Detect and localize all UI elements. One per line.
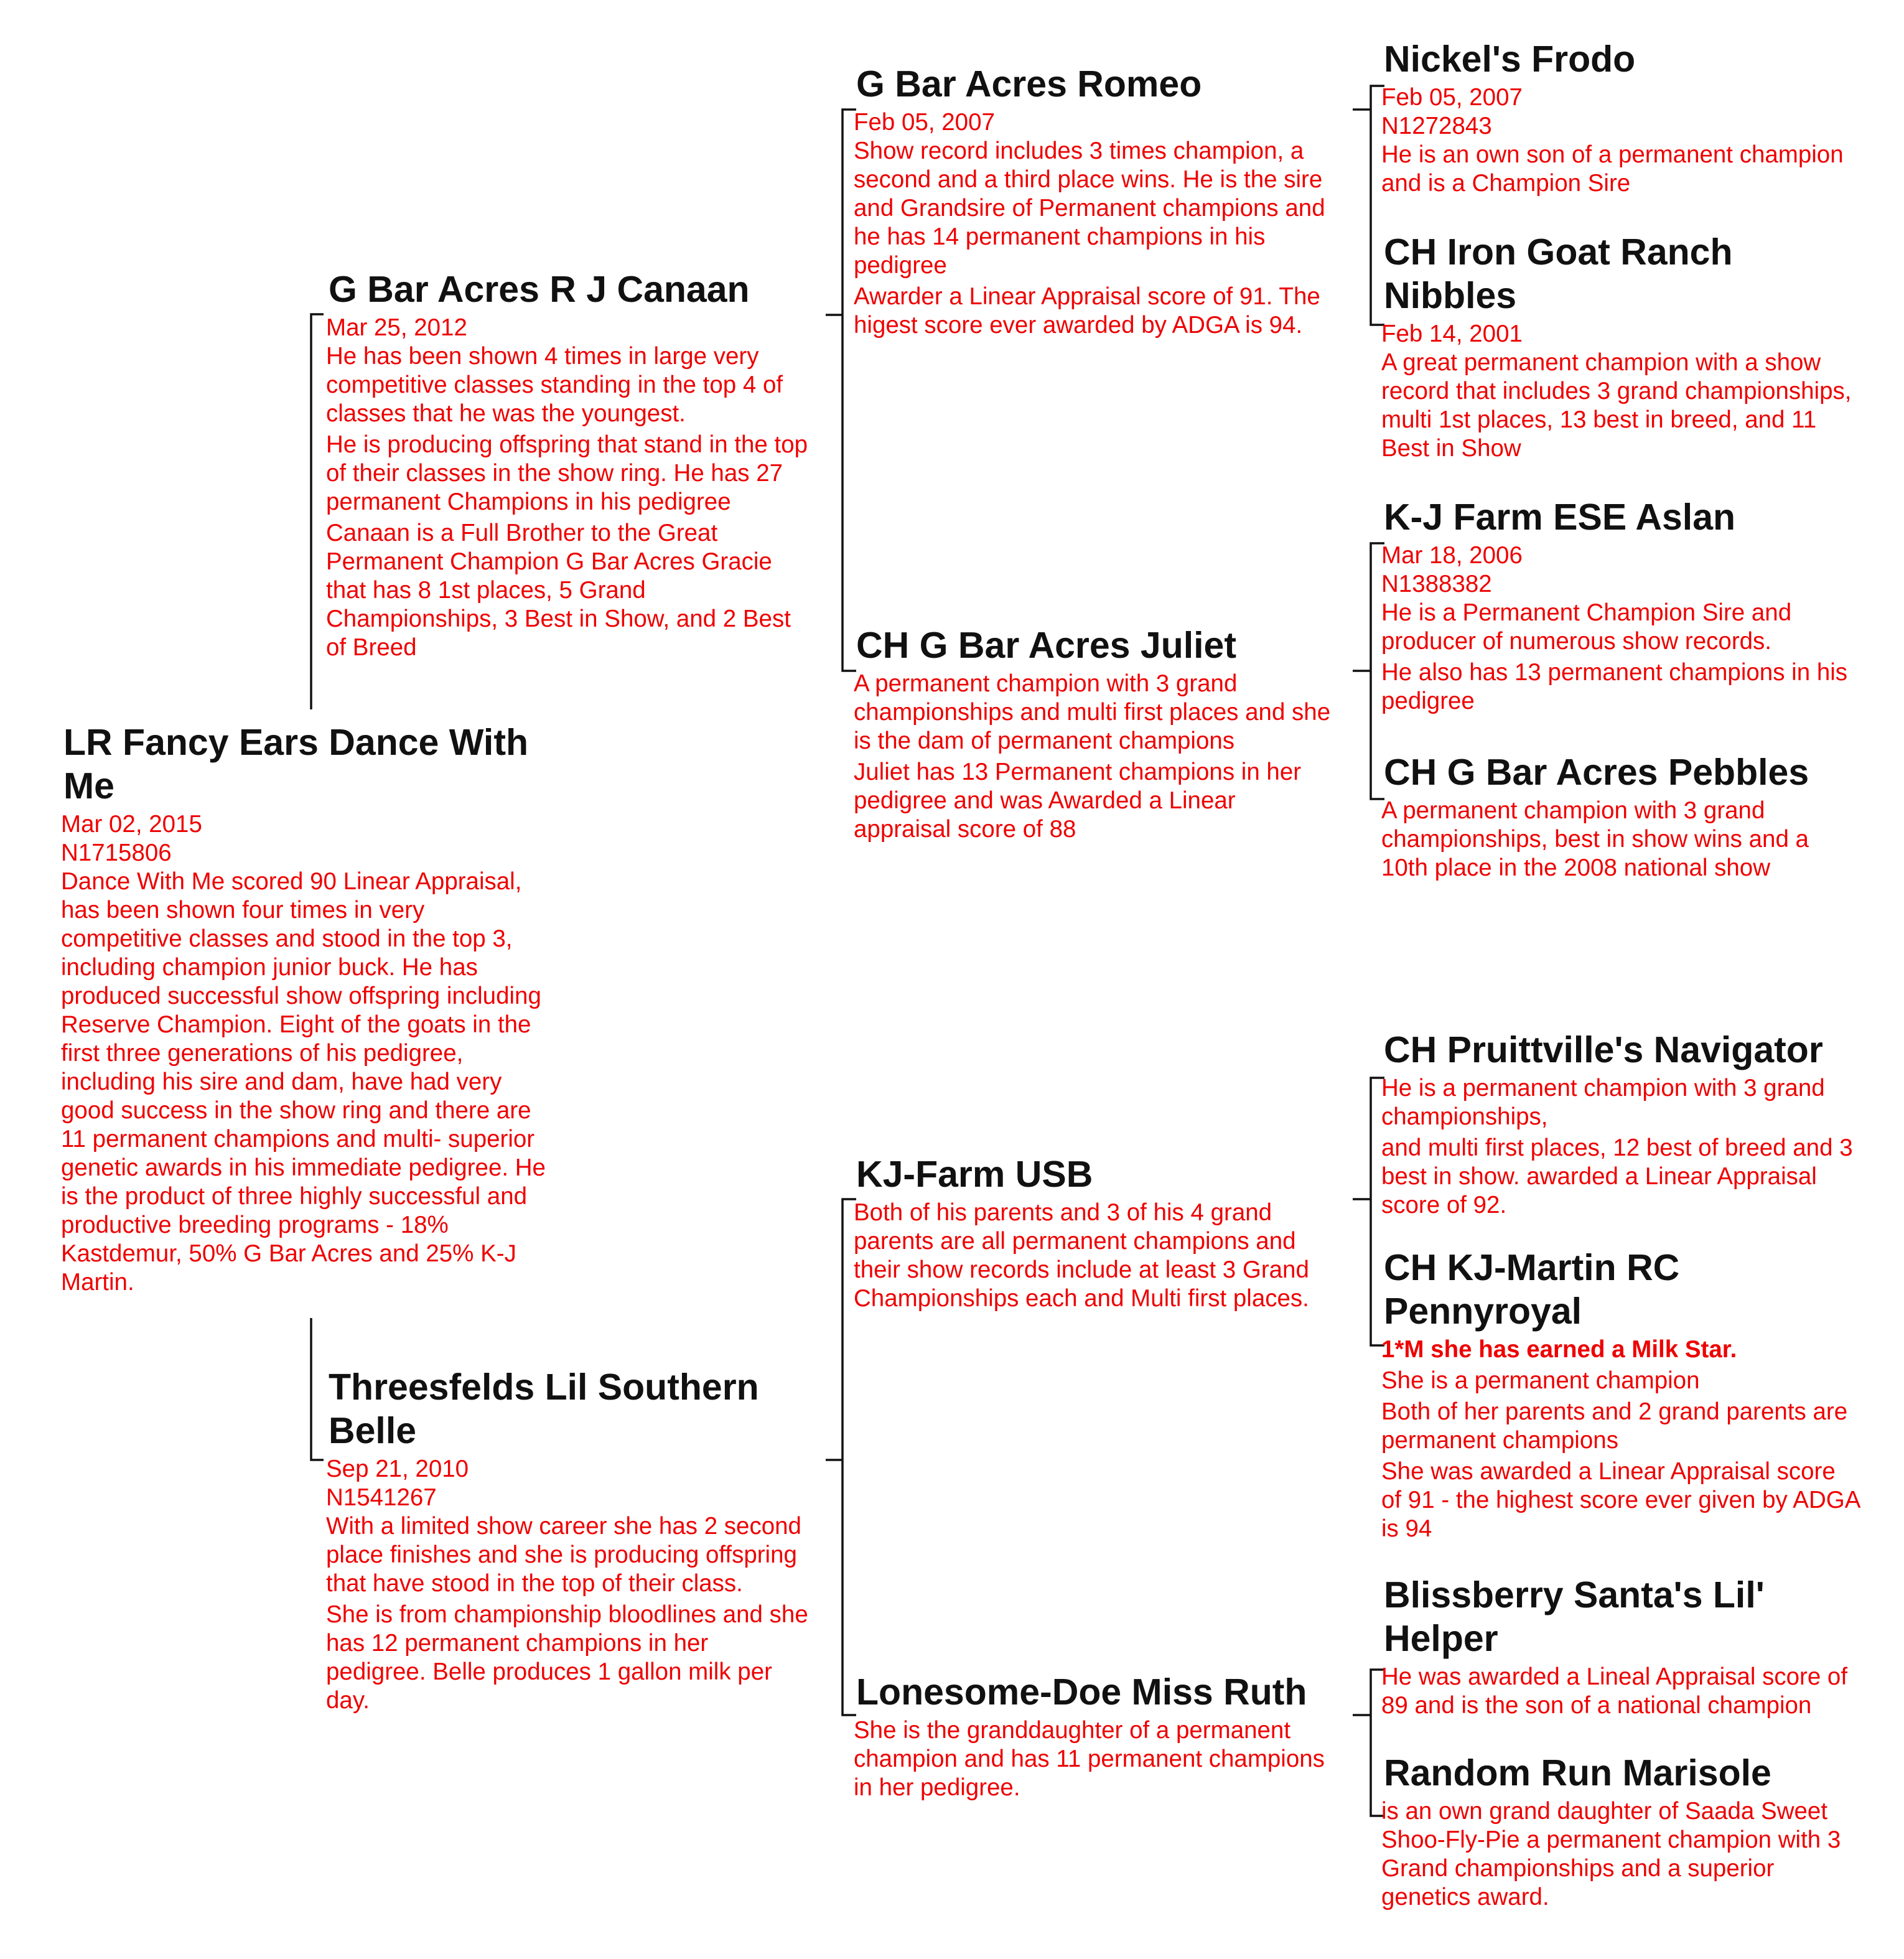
g7-name: Blissberry Santa's Lil' Helper [1384,1574,1765,1659]
g7-note: He was awarded a Lineal Appraisal score of 89 and is the son of a national champion [1381,1663,1848,1719]
great-grandparent-node-8 [1381,1751,1860,1914]
sire-dam-note: Juliet has 13 Permanent champions in her pedigree and was Awarded a Linear appraisal score of 88 [854,759,1302,843]
subject-note: Dance With Me scored 90 Linear Appraisal, has been shown four times in very competitive classes and stood in the top 3, including champion junior buck. He has produced successful show offspring including Reserve Champion. Eight of the goats in the first three generations of his pedigree, including his sire and dam, have had very good success in the show ring and there are 11 permanent champions and multi- superior genetic awards in his immediate pedigree. He is the product of three highly successful and productive breeding programs - 18% Kastdemur, 50% G Bar Acres and 25% K-J Martin. [61,868,546,1296]
dam-dob: Sep 21, 2010 [326,1456,469,1482]
subject-dob: Mar 02, 2015 [61,811,202,838]
sire-note: He is producing offspring that stand in the top of their classes in the show ring. He has 27 permanent Champions in his pedigree [326,431,808,515]
g3-note: He also has 13 permanent champions in his pedigree [1381,659,1848,714]
g6-milk-star: 1*M she has earned a Milk Star. [1381,1336,1737,1363]
g3-dob: Mar 18, 2006 [1381,542,1523,569]
great-grandparent-node-3 [1381,495,1860,718]
g1-note: He is an own son of a permanent champion and is a Champion Sire [1381,141,1844,197]
sire-sire-note: Show record includes 3 times champion, a second and a third place wins. He is the sire and Grandsire of Permanent champions and he has 14 permanent champions in his pedigree [854,138,1325,279]
sire-sire-name: G Bar Acres Romeo [856,63,1202,105]
dam-note: With a limited show career she has 2 second place finishes and she is producing offspring that have stood in the top of their class. [326,1513,801,1597]
g4-name: CH G Bar Acres Pebbles [1384,752,1809,793]
connector-sire-parents [826,110,856,671]
g5-name: CH Pruittville's Navigator [1384,1029,1823,1070]
g1-name: Nickel's Frodo [1384,39,1636,80]
connector-usb-parents [1353,1078,1384,1345]
g5-note: He is a permanent champion with 3 grand championships, [1381,1075,1825,1130]
dam-dam-note: She is the granddaughter of a permanent champion and has 11 permanent champions in her pedigree. [854,1717,1325,1801]
g1-reg: N1272843 [1381,113,1492,139]
great-grandparent-node-1 [1381,37,1860,200]
great-grandparent-node-2 [1381,230,1860,465]
g2-name: CH Iron Goat Ranch Nibbles [1384,231,1733,316]
g5-note: and multi first places, 12 best of breed and 3 best in show. awarded a Linear Appraisal score of 92. [1381,1134,1853,1218]
dam-sire-node [854,1152,1339,1316]
sire-note: Canaan is a Full Brother to the Great Permanent Champion G Bar Acres Gracie that has 8 1st places, 5 Grand Championships, 3 Best in Show, and 2 Best of Breed [326,520,791,661]
g6-note: She was awarded a Linear Appraisal score of 91 - the highest score ever given by ADGA is 94 [1381,1458,1860,1542]
g2-note: A great permanent champion with a show record that includes 3 grand championships, multi 1st places, 13 best in breed, and 11 Best in Show [1381,349,1852,462]
great-grandparent-node-5 [1381,1028,1860,1222]
dam-dam-name: Lonesome-Doe Miss Ruth [856,1671,1307,1713]
dam-sire-note: Both of his parents and 3 of his 4 grand parents are all permanent champions and their show records include at least 3 Grand Championships each and Multi first places. [854,1199,1309,1312]
connector-ruth-parents [1353,1670,1384,1816]
g3-reg: N1388382 [1381,571,1492,597]
dam-dam-node [854,1670,1339,1805]
connector-juliet-parents [1353,543,1384,799]
subject-node [61,721,546,1299]
sire-dam-note: A permanent champion with 3 grand championships and multi first places and she is the dam of permanent champions [854,670,1331,754]
sire-node [326,268,811,665]
g6-note: She is a permanent champion [1381,1367,1700,1394]
great-grandparent-node-6 [1381,1246,1860,1546]
great-grandparent-node-4 [1381,750,1860,885]
g1-dob: Feb 05, 2007 [1381,84,1523,111]
connector-dam-parents [826,1199,856,1715]
dam-sire-name: KJ-Farm USB [856,1154,1093,1195]
sire-dam-name: CH G Bar Acres Juliet [856,625,1236,666]
sire-sire-node [854,62,1339,342]
sire-dob: Mar 25, 2012 [326,314,467,341]
connector-subject-dam [311,1318,324,1460]
connector-romeo-parents [1353,86,1384,325]
g2-dob: Feb 14, 2001 [1381,320,1523,347]
sire-name: G Bar Acres R J Canaan [329,269,750,310]
g3-name: K-J Farm ESE Aslan [1384,497,1736,538]
dam-note: She is from championship bloodlines and she has 12 permanent champions in her pedigree. Belle produces 1 gallon milk per day. [326,1601,808,1714]
sire-note: He has been shown 4 times in large very competitive classes standing in the top 4 of classes that he was the youngest. [326,343,783,427]
g6-name: CH KJ-Martin RC Pennyroyal [1384,1247,1680,1332]
great-grandparent-node-7 [1381,1573,1860,1723]
g8-name: Random Run Marisole [1384,1752,1771,1793]
g6-note: Both of her parents and 2 grand parents are permanent champions [1381,1398,1848,1454]
dam-reg: N1541267 [326,1484,437,1511]
sire-sire-note: Awarder a Linear Appraisal score of 91. The higest score ever awarded by ADGA is 94. [854,283,1320,339]
dam-name: Threesfelds Lil Southern Belle [329,1367,759,1451]
sire-dam-node [854,624,1339,846]
subject-name: LR Fancy Ears Dance With Me [63,722,529,807]
g8-note: is an own grand daughter of Saada Sweet Shoo-Fly-Pie a permanent champion with 3 Grand championships and a superior genetics award. [1381,1798,1841,1910]
g4-note: A permanent champion with 3 grand championships, best in show wins and a 10th place in the 2008 national show [1381,797,1809,881]
subject-reg: N1715806 [61,839,172,866]
sire-sire-dob: Feb 05, 2007 [854,109,995,136]
dam-node [326,1365,811,1718]
g3-note: He is a Permanent Champion Sire and producer of numerous show records. [1381,599,1792,655]
connector-subject-sire [311,314,324,709]
